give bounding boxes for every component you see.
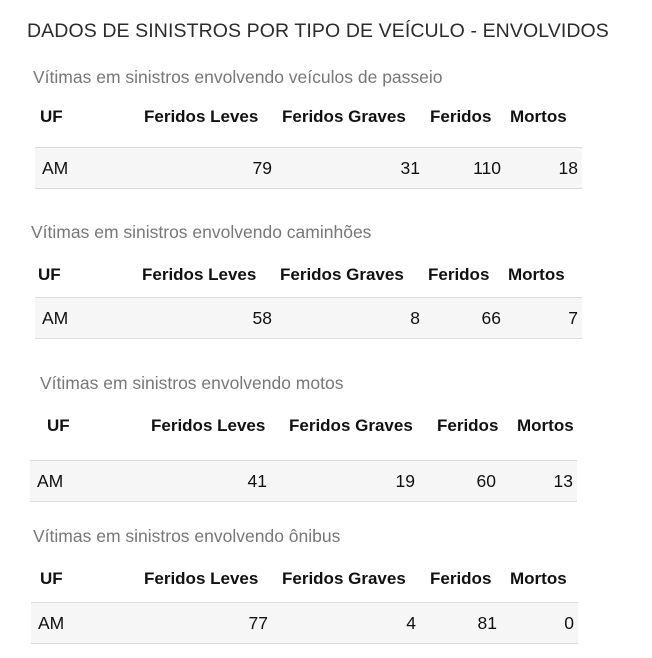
cell-feridos: 66 bbox=[481, 308, 501, 328]
cell-feridos: 60 bbox=[476, 471, 496, 491]
header-uf: UF bbox=[40, 569, 63, 588]
cell-uf: AM bbox=[38, 613, 65, 633]
header-uf: UF bbox=[47, 416, 70, 435]
cell-feridos-leves: 41 bbox=[247, 471, 267, 491]
cell-feridos: 81 bbox=[477, 613, 497, 633]
cell-mortos: 18 bbox=[558, 158, 578, 178]
header-feridos-graves: Feridos Graves bbox=[289, 416, 413, 435]
cell-uf: AM bbox=[42, 308, 69, 328]
cell-feridos-leves: 77 bbox=[248, 613, 268, 633]
header-feridos-graves: Feridos Graves bbox=[282, 569, 406, 588]
header-feridos: Feridos bbox=[428, 265, 490, 284]
table-header bbox=[40, 416, 600, 460]
header-mortos: Mortos bbox=[517, 416, 574, 435]
cell-feridos-graves: 8 bbox=[410, 308, 420, 328]
header-feridos-leves: Feridos Leves bbox=[144, 107, 259, 126]
cell-mortos: 7 bbox=[568, 308, 578, 328]
section-motos bbox=[37, 371, 600, 502]
cell-feridos-leves: 58 bbox=[252, 308, 272, 328]
cell-mortos: 13 bbox=[553, 471, 573, 491]
table-header bbox=[33, 569, 593, 602]
section-passeio bbox=[33, 65, 593, 189]
cell-feridos-graves: 19 bbox=[395, 471, 415, 491]
header-feridos: Feridos bbox=[437, 416, 499, 435]
header-feridos-graves: Feridos Graves bbox=[280, 265, 404, 284]
section-title: Vítimas em sinistros envolvendo motos bbox=[40, 373, 344, 393]
cell-feridos-graves: 4 bbox=[406, 613, 416, 633]
section-title: Vítimas em sinistros envolvendo veículos de passeio bbox=[33, 67, 443, 87]
cell-mortos: 0 bbox=[564, 613, 574, 633]
section-title: Vítimas em sinistros envolvendo ônibus bbox=[33, 526, 341, 546]
header-feridos: Feridos bbox=[430, 107, 492, 126]
table-row bbox=[35, 297, 582, 339]
table-row bbox=[30, 460, 577, 502]
section-title: Vítimas em sinistros envolvendo caminhões bbox=[31, 222, 372, 242]
table-header bbox=[33, 107, 593, 147]
page-title: DADOS DE SINISTROS POR TIPO DE VEÍCULO - ENVOLVIDOS bbox=[27, 20, 609, 42]
header-uf: UF bbox=[38, 265, 61, 284]
header-mortos: Mortos bbox=[510, 107, 567, 126]
cell-uf: AM bbox=[42, 158, 69, 178]
header-feridos: Feridos bbox=[430, 569, 492, 588]
header-mortos: Mortos bbox=[510, 569, 567, 588]
cell-feridos: 110 bbox=[473, 158, 501, 178]
header-feridos-graves: Feridos Graves bbox=[282, 107, 406, 126]
header-feridos-leves: Feridos Leves bbox=[144, 569, 259, 588]
table-row bbox=[35, 147, 582, 189]
cell-feridos-leves: 79 bbox=[252, 158, 272, 178]
section-caminhoes bbox=[31, 220, 591, 339]
header-uf: UF bbox=[40, 107, 63, 126]
header-feridos-leves: Feridos Leves bbox=[142, 265, 257, 284]
header-feridos-leves: Feridos Leves bbox=[151, 416, 266, 435]
section-onibus bbox=[33, 524, 593, 644]
cell-feridos-graves: 31 bbox=[400, 158, 420, 178]
cell-uf: AM bbox=[37, 471, 64, 491]
header-mortos: Mortos bbox=[508, 265, 565, 284]
table-row bbox=[31, 602, 578, 644]
table-header bbox=[31, 265, 591, 297]
